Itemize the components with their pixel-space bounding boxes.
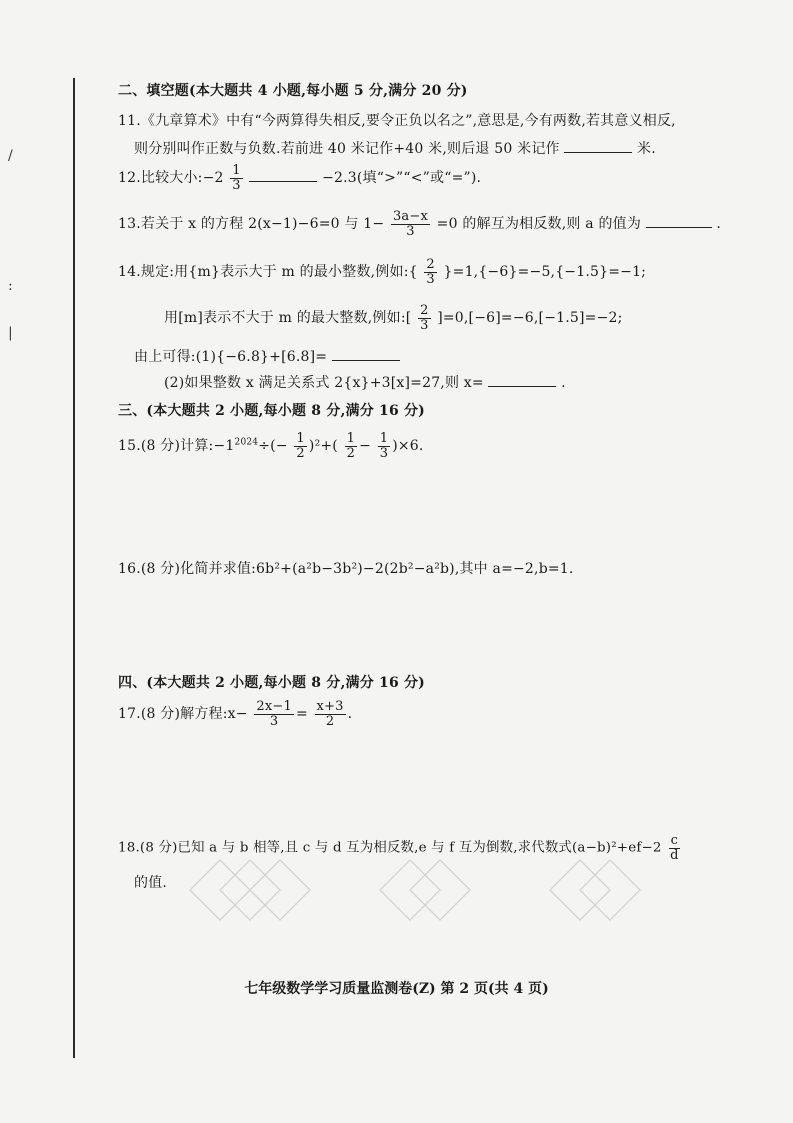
fraction xyxy=(418,304,430,332)
answer-blank xyxy=(646,213,712,228)
fraction xyxy=(345,432,357,460)
question-15-part: )²+( xyxy=(308,438,338,455)
fraction-denominator: 2 xyxy=(325,713,335,729)
question-17-prefix: 17.(8 分)解方程:x− xyxy=(118,706,248,723)
page-footer: 七年级数学学习质量监测卷(Z) 第 2 页(共 4 页) xyxy=(244,981,549,997)
fraction-denominator: d xyxy=(670,847,679,863)
fraction-denominator: 3 xyxy=(269,713,279,729)
fraction-denominator: 3 xyxy=(379,445,389,461)
fraction xyxy=(315,700,346,728)
fraction-denominator: 3 xyxy=(426,271,435,287)
question-12 xyxy=(118,164,481,192)
fraction-numerator: 2x−1 xyxy=(256,699,292,714)
section-3-heading: 三、(本大题共 2 小题,每小题 8 分,满分 16 分) xyxy=(118,403,426,419)
fraction-denominator: 2 xyxy=(346,445,356,461)
answer-blank xyxy=(249,167,317,182)
question-14-line-1-suffix: }=1,{−6}=−5,{−1.5}=−1; xyxy=(443,264,647,281)
fraction-numerator: 2 xyxy=(426,257,435,272)
question-14-line-2-suffix: ]=0,[−6]=−6,[−1.5]=−2; xyxy=(437,310,623,327)
question-11-unit: 米. xyxy=(637,141,656,157)
question-18-line-2: 的值. xyxy=(134,875,168,891)
question-12-suffix: −2.3(填“>”“<”或“=”). xyxy=(322,170,482,187)
fraction xyxy=(378,432,390,460)
fraction-denominator: 3 xyxy=(420,317,429,333)
fraction xyxy=(424,258,436,286)
question-14-line-1-prefix: 14.规定:用{m}表示大于 m 的最小整数,例如:{ xyxy=(118,264,418,281)
fraction xyxy=(391,210,430,238)
fraction xyxy=(254,700,294,728)
fraction xyxy=(668,834,681,862)
question-14-line-1 xyxy=(118,258,646,286)
question-11-line-2 xyxy=(134,138,656,158)
question-15-suffix: )×6. xyxy=(392,438,424,455)
exponent: 2024 xyxy=(234,437,259,448)
answer-blank xyxy=(564,138,632,153)
question-11-text: 则分别叫作正数与负数.若前进 40 米记作+40 米,则后退 50 米记作 xyxy=(134,141,560,157)
question-13-prefix: 13.若关于 x 的方程 2(x−1)−6=0 与 1− xyxy=(118,216,385,233)
question-16: 16.(8 分)化简并求值:6b²+(a²b−3b²)−2(2b²−a²b),其中 a=−2,b=1. xyxy=(118,561,574,577)
question-14-part-1: 由上可得:(1){−6.8}+[6.8]= xyxy=(134,349,328,365)
margin-mark: | xyxy=(8,325,13,341)
margin-mark: : xyxy=(8,278,13,294)
question-15-part: ÷(− xyxy=(258,438,288,455)
fraction-numerator: 2 xyxy=(420,303,429,318)
question-18-prefix: 18.(8 分)已知 a 与 b 相等,且 c 与 d 互为相反数,e 与 f 互为倒数,求代数式(a−b)²+ef−2 xyxy=(118,840,662,856)
fraction-numerator: x+3 xyxy=(316,699,344,714)
fraction-denominator: 3 xyxy=(406,223,415,239)
answer-blank xyxy=(488,372,556,387)
question-11-line-1: 11.《九章算术》中有“今两算得失相反,要令正负以名之”,意思是,今有两数,若其意义相反, xyxy=(118,113,676,129)
question-17 xyxy=(118,700,352,728)
fraction-numerator: 1 xyxy=(346,431,356,446)
fraction-numerator: 1 xyxy=(296,431,305,446)
section-4-heading: 四、(本大题共 2 小题,每小题 8 分,满分 16 分) xyxy=(118,675,426,691)
fraction-denominator: 3 xyxy=(232,177,241,193)
question-15-part: − xyxy=(359,438,372,455)
question-12-prefix: 12.比较大小:−2 xyxy=(118,170,224,187)
question-14-line-3 xyxy=(134,346,400,366)
question-18-line-1 xyxy=(118,834,683,862)
question-15 xyxy=(118,432,424,460)
fraction-numerator: 1 xyxy=(379,431,389,446)
fraction-numerator: 1 xyxy=(232,163,241,178)
question-13: 13.若关于 x 的方程 2(x−1)−6=0 与 1− $\frac{3a-x}{3}$ =0 的解互为相反数,则 a 的值为 . xyxy=(118,209,722,239)
fraction xyxy=(294,432,306,460)
question-14-line-2 xyxy=(164,304,623,332)
question-15-prefix: 15.(8 分)计算:−1 xyxy=(118,438,235,455)
question-14-line-4: (2)如果整数 x 满足关系式 2{x}+3[x]=27,则 x= . xyxy=(164,372,566,392)
section-2-heading: 二、填空题(本大题共 4 小题,每小题 5 分,满分 20 分) xyxy=(118,83,468,99)
question-14-line-2-prefix: 用[m]表示不大于 m 的最大整数,例如:[ xyxy=(164,310,412,327)
question-17-suffix: . xyxy=(347,706,353,723)
fraction-numerator: c xyxy=(670,833,679,848)
question-17-part: = xyxy=(295,706,308,723)
fraction-denominator: 2 xyxy=(296,445,305,461)
question-13-suffix: =0 的解互为相反数,则 a 的值为 xyxy=(436,216,642,233)
binding-line xyxy=(73,78,75,1058)
fraction xyxy=(230,164,242,192)
answer-blank xyxy=(332,346,400,361)
margin-mark: / xyxy=(8,148,13,164)
question-14-part-2: (2)如果整数 x 满足关系式 2{x}+3[x]=27,则 x= xyxy=(164,375,484,391)
fraction-numerator: 3a−x xyxy=(392,209,428,224)
